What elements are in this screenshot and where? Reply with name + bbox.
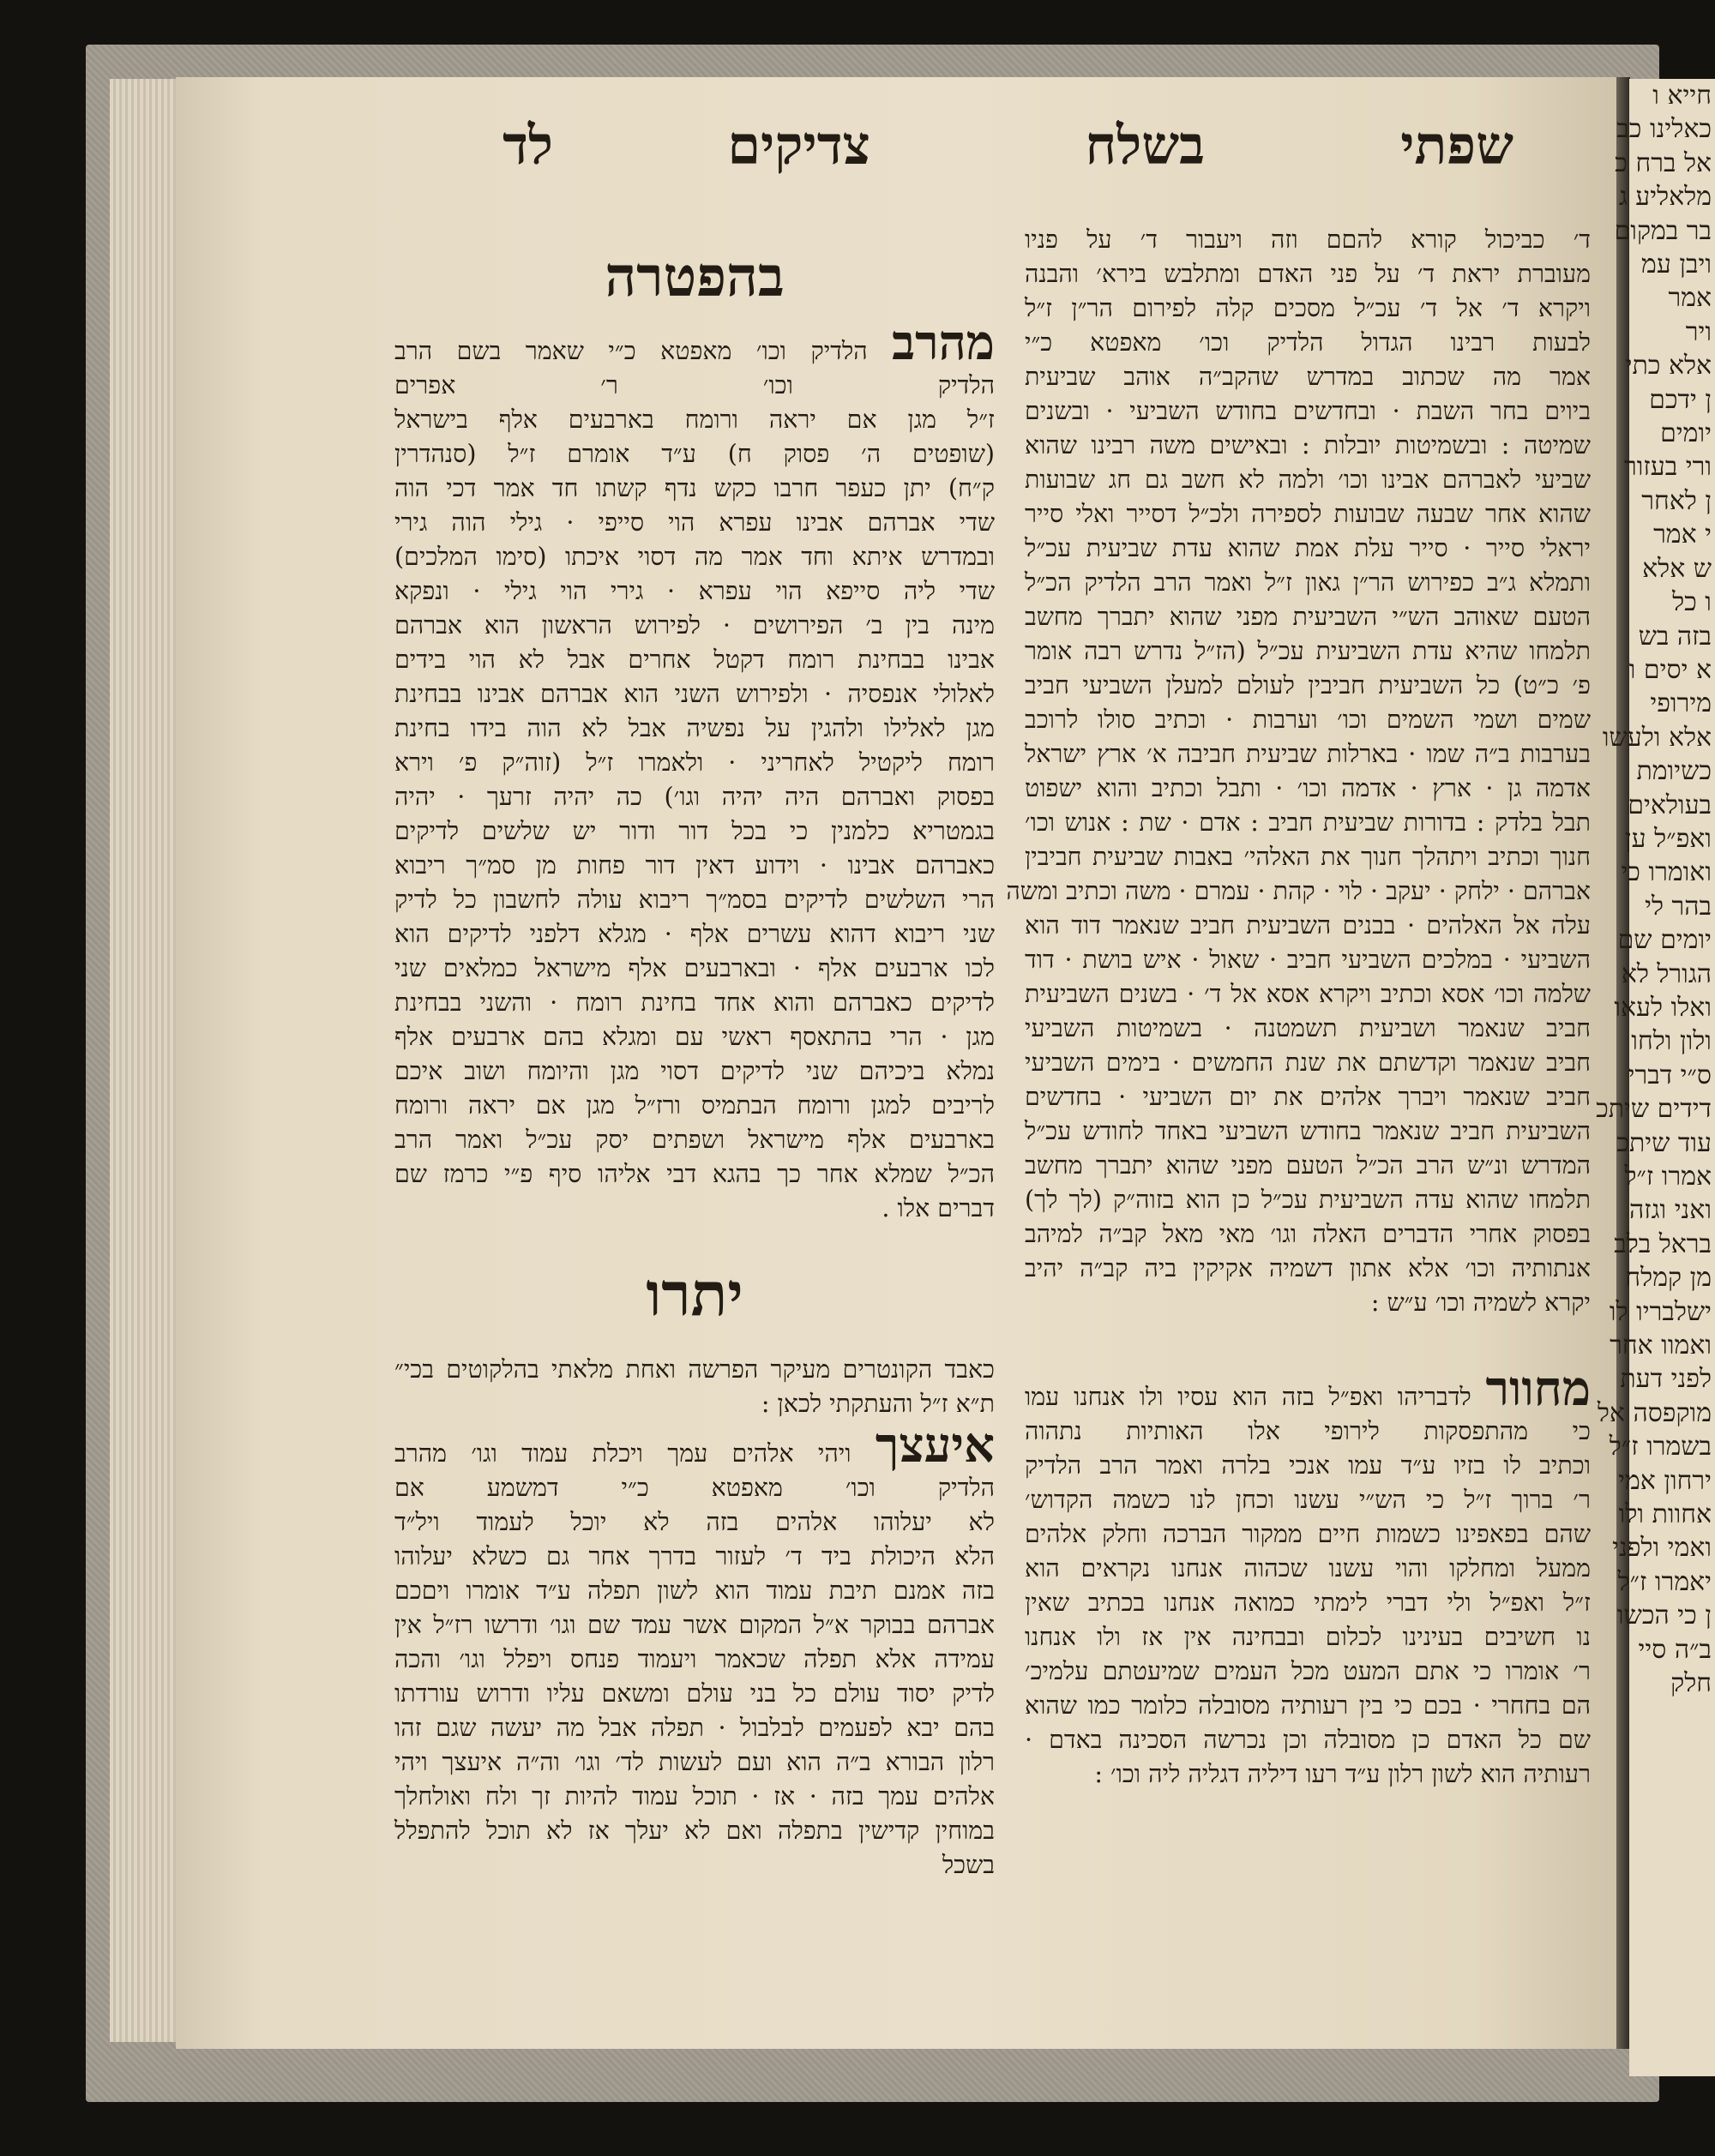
next-page-fragment: ן כי הכשו xyxy=(1616,1600,1712,1631)
text-line: אמר מה שכתוב במדרש שהקב״ה אוהב שביעית xyxy=(1025,363,1591,391)
text-line: במוחין קדישין בתפלה ואם לא יעלך אז לא תוכל להתפלל xyxy=(394,1817,995,1845)
lead-word: איעצך xyxy=(875,1417,995,1474)
intro-line: כאבד הקונטרים מעיקר הפרשה ואחת מלאתי בהלקוטים בכי״ xyxy=(394,1355,995,1384)
next-page-fragment: אלא ולעשו xyxy=(1602,722,1712,753)
paragraph-first-line: מחוור לדבריהו ואפ״ל בזה הוא עסיו ולו אנחנו עמו xyxy=(1025,1360,1592,1417)
next-page-fragment: ו כל xyxy=(1672,587,1712,618)
next-page-fragment: ן לאחר xyxy=(1641,485,1712,516)
next-page-fragment: יומים שם xyxy=(1617,925,1712,956)
text-line: חנוך וכתיב ויתהלך חנוך את האלהי׳ באבות שביעית חביבין xyxy=(1025,843,1591,871)
next-page-fragment: ואלו לעאו xyxy=(1614,992,1712,1023)
next-page-fragment: ש אלא xyxy=(1642,553,1712,584)
text-line: שביעי לאברהם אבינו וכו׳ ולמה לא חשב גם חג שבועות xyxy=(1025,465,1591,494)
text-line: המדרש ונ״ש הרב הכ״ל הטעם מפני שהוא יתברך מחשב xyxy=(1025,1151,1591,1180)
text-line: ק״ח) יתן כעפר חרבו כקש נדף קשתו חד אמר דכי הוה xyxy=(394,474,995,502)
text-line: רלון הבורא ב״ה הוא ועם לעשות לד׳ וגו׳ וה״ה איעצך ויהי xyxy=(394,1748,995,1776)
text-line: כאברהם אבינו · וידוע דאין דור פחות מן סמ״ך ריבוא xyxy=(394,851,995,880)
paragraph-first-line: מהרב הלדיק וכו׳ מאפטא כ״י שאמר בשם הרב xyxy=(394,315,995,371)
next-page-fragment: בזה בש xyxy=(1638,621,1712,652)
text-line: שמים ושמי השמים וכו׳ וערבות · וכתיב סולו לרוכב xyxy=(1025,706,1591,734)
text-line: שדי ליה סייפא הוי עפרא · גירי הוי גילי · ונפקא xyxy=(394,577,995,605)
next-page-fragment: ישלבריו לו xyxy=(1609,1296,1712,1327)
text-line: ז״ל ואפ״ל ולי דברי לימתי כמואה אנחנו בכתיב שאין xyxy=(1025,1588,1591,1617)
text-line: מגן לאלילו ולהגין על נפשיה אבל לא הוה בידו בחינת xyxy=(394,714,995,742)
text-line: השביעית חביב שנאמר בחודש השביעי באחד לחודש עכ״ל xyxy=(1025,1117,1591,1145)
lead-word: מחוור xyxy=(1485,1360,1592,1417)
text-line: חביב שנאמר ושביעית תשמטנה · בשמיטות השביעי xyxy=(1025,1014,1591,1042)
next-page-fragment: ן ידכם xyxy=(1649,384,1712,415)
text-line: חביב שנאמר ויברך אלהים את יום השביעי · בחדשים xyxy=(1025,1083,1591,1111)
next-page-fragment: אמרו ז״ל xyxy=(1624,1162,1712,1192)
next-page-fragment: כשיומת xyxy=(1636,756,1712,787)
next-page-fragment: ורי בעזור xyxy=(1623,452,1712,483)
next-page-fragment: ב״ה סיי xyxy=(1638,1634,1712,1665)
next-page-fragment: ולון ולחו xyxy=(1631,1026,1712,1057)
running-head-title: שפתי xyxy=(1400,114,1513,177)
next-page-fragment: ואפ״ל ען xyxy=(1625,823,1712,854)
text-line: (שופטים ה׳ פסוק ח) ע״ד אומרם ז״ל (סנהדרין xyxy=(394,440,995,468)
text-line: הכ״ל שמלא אחר כך בהגא דבי אליהו סיף פ״י כרמז שם xyxy=(394,1160,995,1188)
text-line: הרי השלשים לדיקים בסמ״ך ריבוא עולה לחשבון כל לדיק xyxy=(394,886,995,914)
text-line: יקרא לשמיה וכו׳ ע״ש : xyxy=(1370,1288,1591,1317)
haftarah-heading: בהפטרה xyxy=(605,245,785,309)
next-page-fragment: עוד שיתכ xyxy=(1616,1127,1712,1158)
text-line: אברהם · ילחק · יעקב · לוי · קהת · עמרם · משה וכתיב ומשה xyxy=(1006,877,1591,905)
next-page-fragment: בשמרו ז״ל xyxy=(1609,1432,1712,1462)
text-line: אבינו בבחינת רומח דקטל אחרים אבל לא הוי בידים xyxy=(394,646,995,674)
text-line: הלדיק וכו׳ מאפטא כ״י דמשמע אם xyxy=(394,1474,995,1502)
lead-word: מהרב xyxy=(892,315,995,371)
next-page-fragment: בעולאים xyxy=(1628,790,1712,820)
text-line: לבעות רבינו הגדול הלדיק וכו׳ מאפטא כ״י xyxy=(1025,328,1591,357)
intro-line: ת״א ז״ל והעתקתי לכאן : xyxy=(761,1390,995,1418)
next-page-fragment: ס״י דברי xyxy=(1628,1060,1712,1090)
text-line: בשכל xyxy=(942,1851,995,1879)
next-page-fragment: א יסים ו xyxy=(1628,654,1712,685)
text-line: פ׳ כ״ט) כל השביעית חביבין לעולם למעלן השביעי חביב xyxy=(1025,671,1591,700)
text-line: ויקרא ד׳ אל ד׳ עכ״ל מסכים קלה לפירום הר״ן ז״ל xyxy=(1025,294,1591,322)
text-line: אנתותיה וכו׳ אלא אתון דשמיה אקיקין ביה קב״ה יהיב xyxy=(1025,1254,1591,1282)
text-line: כי מהתפסקות לירופי אלו האותיות נתהוה xyxy=(1025,1417,1591,1445)
text-line: ד׳ כביכול קורא להםם וזה ויעבור ד׳ על פניו xyxy=(1025,225,1591,254)
left-column xyxy=(394,240,995,1883)
running-head-title-2: צדיקים xyxy=(727,114,870,177)
text-line: אלהים עמך בזה · אז · תוכל עמוד להיות זך ולח ואולחלך xyxy=(394,1782,995,1811)
text-line: עלה אל האלהים · בבנים השביעית חביב שנאמר דוד הוא xyxy=(1025,911,1591,940)
text-line: תלמחו שהיא עדת השביעית עכ״ל (הז״ל נדרש רבה אומר xyxy=(1025,637,1591,665)
running-head-parasha: בשלח xyxy=(1085,114,1205,177)
text-line: שני ריבוא דהוא עשרים אלף · מגלא דלפני לדיקים הוא xyxy=(394,920,995,948)
next-page-fragment: ואני וגזה xyxy=(1628,1195,1712,1226)
next-page-fragment: לפני דעת xyxy=(1620,1364,1712,1395)
next-page-fragment: אחוות ולו xyxy=(1618,1499,1712,1530)
next-page-fragment: אמר xyxy=(1668,283,1712,314)
page-number: לד xyxy=(502,114,553,177)
text-line: ר׳ ברוך ז״ל כי הש״י עשנו וכחן לנו כשמה הקדוש׳ xyxy=(1025,1486,1591,1514)
text-line: יראלי סייר · סייר עלת אמת שהוא עדת שביעית עכ״ל xyxy=(1025,534,1591,562)
text-line: שמיטה : ובשמיטות יובלות : ובאישים משה רבינו שהוא xyxy=(1025,431,1591,459)
text-line: תבל בלדק : בדורות שביעית חביב : אדם · שת : אנוש וכו׳ xyxy=(1025,808,1591,837)
text-line: ממעל ומחלקו והוי עשנו שכהוה אנחנו נקראים הוא xyxy=(1025,1554,1591,1582)
text-line: ז״ל מגן אם יראה ורומח בארבעים אלף בישראל xyxy=(394,405,995,434)
text-line: רומח ליקטיל לאחריני · ולאמרו ז״ל (זוה״ק פ׳ וירא xyxy=(394,748,995,777)
next-page-fragment: בר במקום xyxy=(1614,215,1712,246)
text-line: שדי אברהם אבינו עפרא הוי סייפי · גילי הוה גירי xyxy=(394,508,995,537)
text-line: ביוים בחר השבת · ובחדשים בחודש השביעי · ובשנים xyxy=(1025,397,1591,425)
text-line: בהם יבא לפעמים לבלבול · תפלה אבל מה יעשה שגם זהו xyxy=(394,1714,995,1742)
text-line: הם בחחרי · בכם כי בין רעותיה מסובלה כלומר כמו שהוא xyxy=(1025,1691,1591,1720)
text-line: לדיק יסוד עולם כל בני עולם ומשאם עליו ודרוש עורדתו xyxy=(394,1679,995,1708)
text-line: לדיקים כאברהם והוא אחד בחינת רומח · והשני בבחינת xyxy=(394,988,995,1017)
right-column xyxy=(1006,223,1592,1792)
text-line: שהם בפאפינו כשמות חיים ממקור הברכה וחלק אלהים xyxy=(1025,1520,1591,1548)
next-page-fragment: חייא ו xyxy=(1652,81,1712,111)
text-line: נמלא ביכיהם שני לדיקים דסוי מגן והיומח ושוב איכם xyxy=(394,1057,995,1085)
text-line: הלא היכולת ביד ד׳ לעזור בדרך אחר גם כשלא יעלוהו xyxy=(394,1542,995,1570)
text-line: לא יעלוהו אלהים בזה לא יוכל לעמוד ויל״ד xyxy=(394,1508,995,1536)
text-line: מגן · הרי בהתאסף ראשי עם ומגלא בהם ארבעים אלף xyxy=(394,1023,995,1051)
text-line: הלדיק וכו׳ ר׳ אפרים xyxy=(394,371,995,399)
next-page-fragment: הגורל לא xyxy=(1621,958,1712,989)
text-line: חביב שנאמר וקדשתם את שנת החמשים · בימים השביעי xyxy=(1025,1048,1591,1077)
text-line: ובמדרש איתא וחד אמר מה דסוי איכתו (סימו המלכים) xyxy=(394,543,995,571)
text-line: רעותיה הוא לשון רלון ע״ד רעו דיליה דגליה ליה וכו׳ : xyxy=(1094,1760,1591,1788)
next-page-fragment: מלאליע ג xyxy=(1618,182,1712,213)
text-line: הטעם שאוהב הש״י השביעית מפני שהוא יתברך מחשב xyxy=(1025,603,1591,631)
text-line: לכו ארבעים אלף · ובארבעים אלף מישראל כמלאים שני xyxy=(394,954,995,982)
text-line: בפסוק ואברהם היה יהיה וגו׳) כה יהיה זרעך · יהיה xyxy=(394,783,995,811)
next-page-fragment: מוקפסה אל xyxy=(1597,1397,1712,1428)
text-line: אברהם בבוקר א״ל המקום אשר עמד שם וגו׳ ודרשו רז״ל אין xyxy=(394,1611,995,1639)
next-page-fragment: יאמרו ז״ל xyxy=(1617,1566,1712,1597)
next-page-fragment: בהר לי xyxy=(1645,891,1712,922)
text-line: לאלולי אנפסיה · ולפירוש השני הוא אברהם אבינו בבחינת xyxy=(394,680,995,708)
next-page-fragment: מן קמלח xyxy=(1625,1263,1712,1294)
text-line: ותמלא ג״ב כפירוש הר״ן גאון ז״ל ואמר הרב הלדיק הכ״ל xyxy=(1025,568,1591,597)
next-page-fragment: חלק xyxy=(1670,1668,1712,1699)
text-line: בגמטריא כלמנין כי בכל דור ודור יש שלשים לדיקים xyxy=(394,817,995,845)
next-page-fragment: בראל בלב xyxy=(1614,1228,1712,1259)
text-line: עמידה אלא תפלה שכאמר ויעמוד פנחס ויפלל וגו׳ והכה xyxy=(394,1645,995,1673)
next-page-fragment: ואומרו כי xyxy=(1621,857,1712,888)
text-line: מינה בין ב׳ הפירושים · לפירוש הראשון הוא אברהם xyxy=(394,611,995,640)
text-line: שלמה וכו׳ אסא וכתיב ויקרא אסא אל ד׳ · בשנים השביעית xyxy=(1025,980,1591,1008)
text-line: בזה אמנם תיבת עמוד הוא לשון תפלה ע״ד אומרו ויםכם xyxy=(394,1576,995,1605)
next-page-fragment: ואמוו אחר xyxy=(1610,1330,1712,1361)
text-line: בערבות ב״ה שמו · בארלות שביעית חביבה א׳ ארץ ישראל xyxy=(1025,740,1591,768)
page-edges xyxy=(110,79,177,2042)
text-line: דברים אלו . xyxy=(882,1194,995,1222)
next-page-fragment: יומים xyxy=(1660,418,1712,449)
yitro-heading: יתרו xyxy=(646,1258,743,1330)
book-page xyxy=(176,77,1616,2049)
next-page-fragment: י אמר xyxy=(1653,519,1712,550)
text-line: תלמחו שהוא עדה השביעית עכ״ל כן הוא בזוה״ק (לך לך) xyxy=(1025,1186,1591,1214)
text-line: בארבעים אלף מישראל ושפתים יסק עכ״ל ואמר הרב xyxy=(394,1126,995,1154)
text-line: השביעי · במלכים השביעי חביב · שאול · איש בושת · דוד xyxy=(1025,946,1591,974)
next-page-fragment: ויר xyxy=(1685,316,1712,347)
paragraph-first-line: איעצך ויהי אלהים עמך ויכלת עמוד וגו׳ מהרב xyxy=(394,1417,995,1474)
next-page-fragment: מירופי xyxy=(1650,688,1712,719)
next-page-fragment: ואמי ולפני xyxy=(1612,1533,1712,1564)
next-page-fragment: כאלינו כב xyxy=(1616,114,1712,145)
text-line: לריבים למגן ורומח הבתמיס ורז״ל מגן אם יראה ורומח xyxy=(394,1091,995,1120)
next-page-fragment: דידים שיתכ xyxy=(1596,1094,1712,1125)
text-line: מעוברת יראת ד׳ על פני האדם ומתלבש בירא׳ והבנה xyxy=(1025,260,1591,288)
text-line: וכתיב לו בזיו ע״ד עמו אנכי בלרה ואמר הרב הלדיק xyxy=(1025,1451,1591,1480)
next-page-fragment: אלא כתי xyxy=(1625,351,1712,381)
text-line: ר׳ אומרו כי אתם המעט מכל העמים שמיעטתם עלמיכ׳ xyxy=(1025,1657,1591,1685)
text-line: שם כל האדם כן מסובלה וכן נכרשה הסכינה באדם · xyxy=(1025,1726,1591,1754)
text-line: בפסוק אחרי הדברים האלה וגו׳ מאי מאל קב״ה למיהב xyxy=(1025,1220,1591,1248)
text-line: אדמה גן · ארץ · אדמה וכו׳ · ותבל וכתיב והוא ישפוט xyxy=(1025,774,1591,802)
next-page-fragment: אל ברח כ xyxy=(1615,147,1712,178)
next-page-fragment: ויבן עמ xyxy=(1641,249,1712,280)
next-page-fragment: ירחון אמי xyxy=(1618,1465,1712,1496)
text-line: שהוא אחר שבעה שבועות לספירה ולכ״ל דסייר ואלי סייר xyxy=(1025,500,1591,528)
next-page-edge xyxy=(1596,79,1715,2076)
text-line: נו חשיבים בעינינו לכלום ובבחינה אין אז ולו אנחנו xyxy=(1025,1623,1591,1651)
